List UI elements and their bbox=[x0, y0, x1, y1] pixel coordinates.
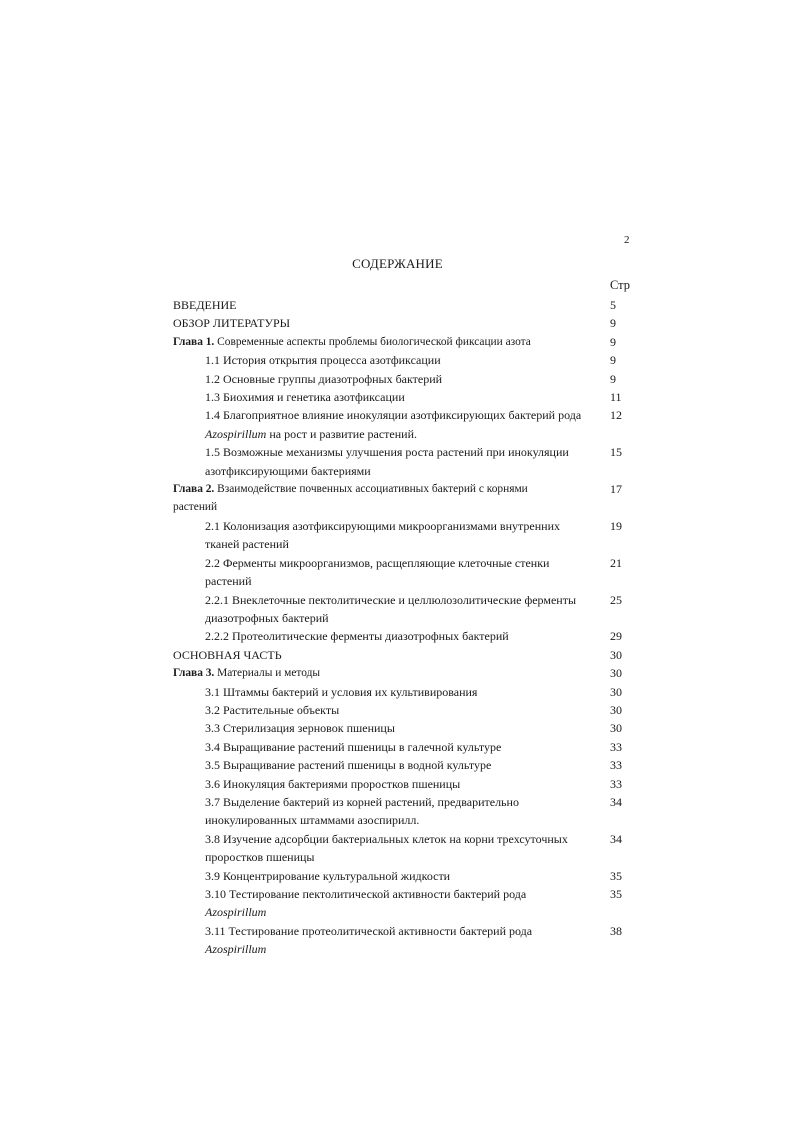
toc-entry bbox=[173, 756, 638, 774]
chapter-title: Материалы и методы bbox=[217, 667, 321, 680]
toc-entry bbox=[173, 885, 638, 922]
toc-entry-page: 33 bbox=[610, 776, 622, 791]
toc-entry-text: 1.2 Основные группы диазотрофных бактерий bbox=[205, 371, 443, 386]
toc-entry bbox=[173, 591, 638, 628]
toc-entry bbox=[173, 830, 638, 867]
toc-entry-text: 3.4 Выращивание растений пшеницы в галечной культуре bbox=[205, 739, 502, 754]
toc-entry bbox=[173, 683, 638, 701]
page-title: СОДЕРЖАНИЕ bbox=[352, 256, 443, 271]
toc-entry bbox=[173, 701, 638, 719]
toc-entry-text: 3.5 Выращивание растений пшеницы в водной культуре bbox=[205, 758, 492, 773]
toc-entry-page: 30 bbox=[610, 721, 622, 736]
toc-entry bbox=[173, 443, 638, 480]
toc-entry-text bbox=[205, 885, 583, 922]
toc-entry-page: 9 bbox=[610, 371, 616, 386]
chapter-title: Современные аспекты проблемы биологической фиксации азота bbox=[217, 335, 531, 348]
chapter-prefix: Глава 3. bbox=[173, 667, 215, 680]
toc-entry-page: 11 bbox=[610, 390, 622, 405]
toc-entry-text: 1.3 Биохимия и генетика азотфиксации bbox=[205, 390, 405, 405]
toc-entry-text: 2.2.2 Протеолитические ферменты диазотрофных бактерий bbox=[205, 629, 509, 644]
toc-entry-page: 15 bbox=[610, 445, 622, 460]
entry-text-part: на рост и развитие растений. bbox=[266, 426, 418, 441]
toc-entry-page: 34 bbox=[610, 794, 622, 809]
toc-entry bbox=[173, 314, 638, 332]
toc-entry-page: 38 bbox=[610, 923, 622, 938]
toc-entry bbox=[173, 388, 638, 406]
toc-entry-text bbox=[173, 333, 573, 351]
toc-entry bbox=[173, 922, 638, 959]
toc-entry-text: 3.9 Концентрирование культуральной жидкости bbox=[205, 868, 451, 883]
toc-entry-page: 9 bbox=[610, 334, 616, 349]
toc-entry bbox=[173, 406, 638, 443]
toc-entry bbox=[173, 517, 638, 554]
toc-entry-text: 1.5 Возможные механизмы улучшения роста растений при инокуляции азотфиксирующими бактериями bbox=[205, 445, 569, 478]
toc-entry-page: 30 bbox=[610, 702, 622, 717]
toc-entry-text: 3.2 Растительные объекты bbox=[205, 702, 340, 717]
toc-entry bbox=[173, 775, 638, 793]
toc-entry-page: 25 bbox=[610, 592, 622, 607]
entry-text-part: 1.4 Благоприятное влияние инокуляции азотфиксирующих бактерий рода bbox=[205, 408, 582, 423]
toc-entry-page: 30 bbox=[610, 666, 622, 681]
toc-entry-text: 1.1 История открытия процесса азотфиксации bbox=[205, 353, 441, 368]
toc-entry-text: 3.1 Штаммы бактерий и условия их культивирования bbox=[205, 684, 478, 699]
toc-entry-page: 30 bbox=[610, 647, 622, 662]
toc-entry bbox=[173, 480, 638, 517]
toc-entry-page: 9 bbox=[610, 353, 616, 368]
toc-entry bbox=[173, 351, 638, 369]
toc-entry bbox=[173, 370, 638, 388]
toc-entry-text: 3.8 Изучение адсорбции бактериальных клеток на корни трехсуточных проростков пшеницы bbox=[205, 831, 568, 865]
page-column-header: Стр bbox=[610, 278, 631, 292]
toc-entry bbox=[173, 554, 638, 591]
genus-name: Azospirillum bbox=[205, 905, 267, 920]
toc-entry-text: 3.3 Стерилизация зерновок пшеницы bbox=[205, 721, 395, 736]
toc-entry-page: 21 bbox=[610, 555, 622, 570]
toc-entry-page: 19 bbox=[610, 518, 622, 533]
toc-entry bbox=[173, 664, 638, 682]
toc-entry-page: 34 bbox=[610, 831, 622, 846]
toc-entry-text bbox=[173, 664, 573, 682]
toc-entry-text bbox=[205, 406, 583, 443]
toc-entry bbox=[173, 719, 638, 737]
toc-entry-text bbox=[173, 480, 573, 517]
entry-text-part: 3.11 Тестирование протеолитической активности бактерий рода bbox=[205, 923, 533, 938]
chapter-prefix: Глава 2. bbox=[173, 483, 215, 496]
toc-entry-page: 33 bbox=[610, 739, 622, 754]
toc-entry bbox=[173, 646, 638, 664]
toc-entry bbox=[173, 738, 638, 756]
toc-entry-page: 35 bbox=[610, 887, 622, 901]
toc-entry bbox=[173, 296, 638, 314]
toc-entry bbox=[173, 793, 638, 830]
toc-entry-text: 2.2 Ферменты микроорганизмов, расщепляющие клеточные стенки растений bbox=[205, 555, 550, 589]
toc-entry-text: ОСНОВНАЯ ЧАСТЬ bbox=[173, 647, 282, 662]
toc-entry bbox=[173, 333, 638, 351]
genus-name: Azospirillum bbox=[205, 942, 267, 957]
toc-entry-text bbox=[205, 922, 583, 959]
toc-entry-text: ОБЗОР ЛИТЕРАТУРЫ bbox=[173, 316, 291, 331]
toc-entry bbox=[173, 627, 638, 645]
toc-entry-page: 17 bbox=[610, 482, 622, 497]
toc-entry-page: 30 bbox=[610, 684, 622, 699]
entry-text-part: 3.10 Тестирование пектолитической активности бактерий рода bbox=[205, 887, 527, 901]
toc-entry-page: 35 bbox=[610, 868, 622, 883]
chapter-prefix: Глава 1. bbox=[173, 335, 215, 348]
table-of-contents bbox=[173, 296, 638, 959]
toc-entry-page: 5 bbox=[610, 298, 616, 312]
toc-entry-page: 9 bbox=[610, 316, 616, 331]
toc-entry bbox=[173, 867, 638, 885]
toc-entry-page: 33 bbox=[610, 758, 622, 773]
toc-entry-page: 12 bbox=[610, 408, 622, 423]
toc-entry-text: ВВЕДЕНИЕ bbox=[173, 298, 237, 312]
toc-entry-text: 3.6 Инокуляция бактериями проростков пшеницы bbox=[205, 776, 461, 791]
toc-entry-text: 2.2.1 Внеклеточные пектолитические и целлюлозолитические ферменты диазотрофных бактерий bbox=[205, 592, 577, 625]
chapter-title: Взаимодействие почвенных ассоциативных бактерий с корнями растений bbox=[173, 483, 528, 514]
toc-entry-text: 2.1 Колонизация азотфиксирующими микроорганизмами внутренних тканей растений bbox=[205, 518, 560, 552]
toc-entry-page: 29 bbox=[610, 629, 622, 644]
page-number: 2 bbox=[624, 234, 630, 246]
toc-entry-text: 3.7 Выделение бактерий из корней растений, предварительно инокулированных штаммами азоспирилл. bbox=[205, 794, 519, 828]
genus-name: Azospirillum bbox=[205, 426, 267, 441]
